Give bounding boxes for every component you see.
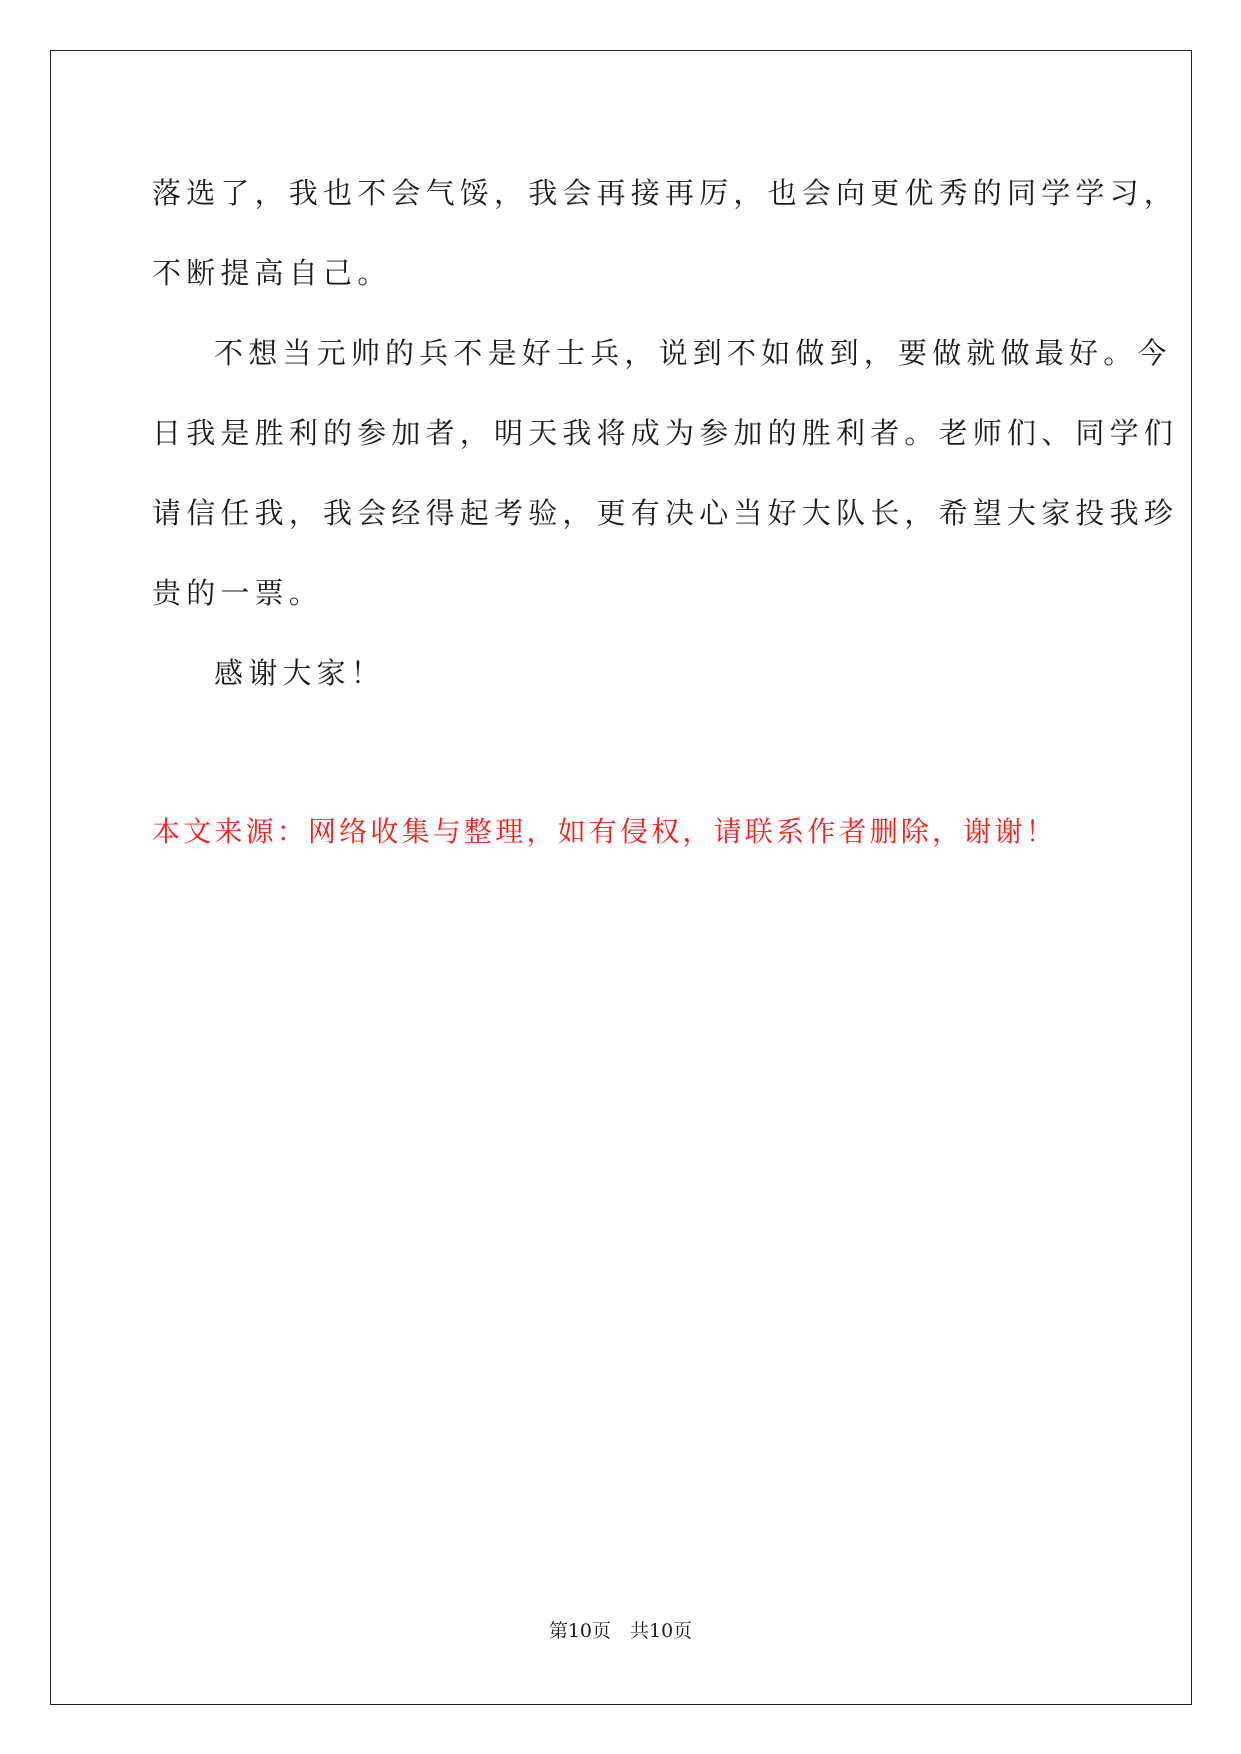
paragraph-line: 贵的一票。 — [152, 576, 324, 610]
paragraph-line: 不断提高自己。 — [152, 256, 392, 290]
paragraph-2 — [152, 313, 1179, 633]
paragraph-line: 请信任我，我会经得起考验，更有决心当好大队长，希望大家投我珍 — [152, 496, 1179, 530]
page-number-footer: 第10页 共10页 — [548, 1620, 693, 1642]
paragraph-line: 落选了，我也不会气馁，我会再接再厉，也会向更优秀的同学学习， — [152, 176, 1179, 210]
source-note: 本文来源：网络收集与整理，如有侵权，请联系作者删除，谢谢！ — [152, 815, 1057, 848]
paragraph-1 — [152, 153, 1179, 313]
paragraph-line: 日我是胜利的参加者，明天我将成为参加的胜利者。老师们、同学们 — [152, 416, 1179, 450]
paragraph-line: 感谢大家！ — [214, 656, 386, 690]
paragraph-3 — [152, 633, 1092, 713]
paragraph-line: 不想当元帅的兵不是好士兵，说到不如做到，要做就做最好。今 — [214, 336, 1172, 370]
